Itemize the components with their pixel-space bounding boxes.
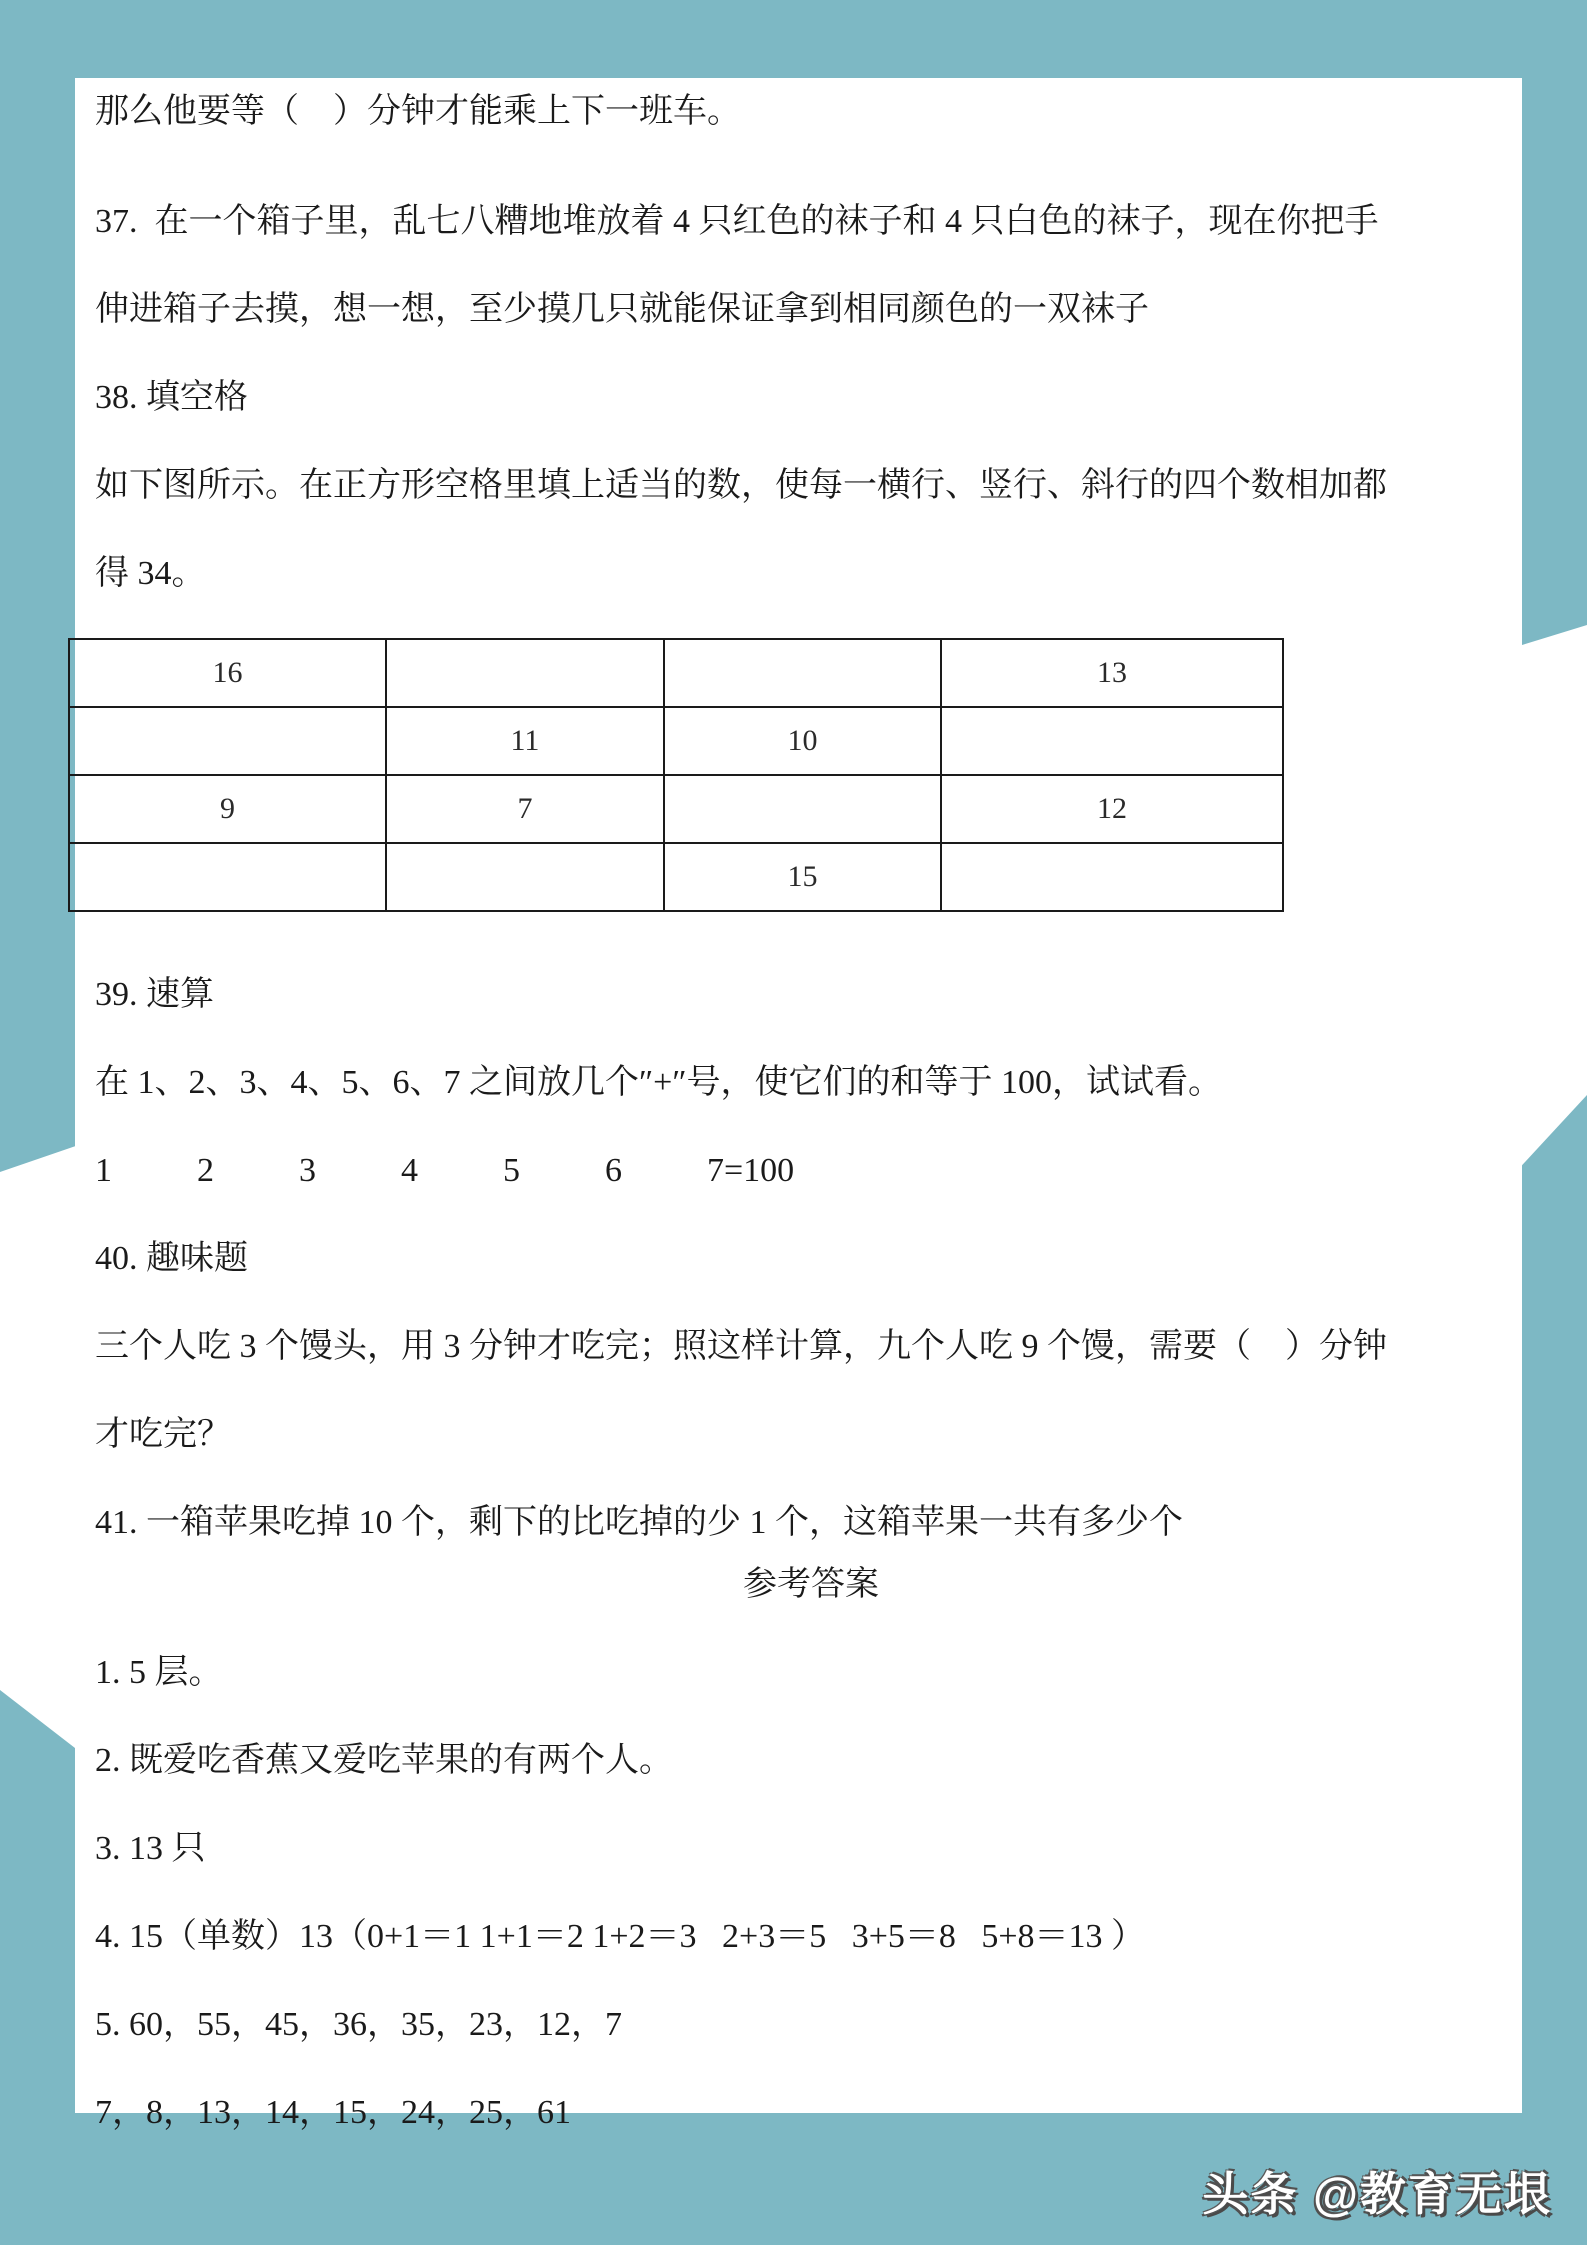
- magic-square-cell: 10: [665, 708, 942, 776]
- magic-square-cell: 13: [942, 640, 1284, 708]
- answer-4: 4. 15（单数）13（0+1＝1 1+1＝2 1+2＝3 2+3＝5 3+5＝8 5+8＝13 ）: [95, 1918, 1146, 1955]
- magic-square-cell: [387, 640, 665, 708]
- magic-square-cell: [665, 776, 942, 844]
- teal-left-lower-band: [0, 1690, 75, 2113]
- answer-1: 1. 5 层。: [95, 1654, 223, 1691]
- answer-5-line1: 5. 60，55，45，36，35，23，12，7: [95, 2006, 622, 2043]
- magic-square-cell: 11: [387, 708, 665, 776]
- question-39-title: 39. 速算: [95, 976, 214, 1013]
- teal-left-top-band: [0, 0, 75, 1172]
- question-37-line1: 37. 在一个箱子里，乱七八糟地堆放着 4 只红色的袜子和 4 只白色的袜子，现在你把手: [95, 203, 1379, 240]
- question-40-title: 40. 趣味题: [95, 1240, 248, 1277]
- magic-square-cell: [665, 640, 942, 708]
- answers-title: 参考答案: [743, 1566, 879, 1603]
- answer-3: 3. 13 只: [95, 1830, 206, 1867]
- teal-top-bar: [0, 0, 1587, 78]
- teal-right-top-band: [1522, 0, 1587, 645]
- magic-square-cell: 9: [70, 776, 387, 844]
- question-39-equation-line: 1 2 3 4 5 6 7=100: [95, 1152, 795, 1189]
- magic-square-cell: [70, 708, 387, 776]
- question-38-title: 38. 填空格: [95, 379, 248, 416]
- magic-square-cell: 7: [387, 776, 665, 844]
- magic-square-cell: [942, 844, 1284, 912]
- magic-square-cell: 12: [942, 776, 1284, 844]
- magic-square-cell: 16: [70, 640, 387, 708]
- worksheet-content: [95, 68, 1527, 2157]
- question-36-tail: 那么他要等（ ）分钟才能乘上下一班车。: [95, 93, 741, 130]
- magic-square-cell: 15: [665, 844, 942, 912]
- question-38-line2: 得 34。: [95, 555, 206, 592]
- teal-right-lower-band: [1522, 1095, 1587, 2113]
- question-38-line1: 如下图所示。在正方形空格里填上适当的数，使每一横行、竖行、斜行的四个数相加都: [95, 467, 1387, 504]
- magic-square-cell: [942, 708, 1284, 776]
- watermark-credit: 头条 @教育无垠: [1202, 2168, 1552, 2220]
- question-40-line2: 才吃完？: [95, 1416, 231, 1453]
- magic-square-cell: [70, 844, 387, 912]
- magic-square-cell: [387, 844, 665, 912]
- question-41: 41. 一箱苹果吃掉 10 个，剩下的比吃掉的少 1 个，这箱苹果一共有多少个: [95, 1504, 1183, 1541]
- answer-2: 2. 既爱吃香蕉又爱吃苹果的有两个人。: [95, 1742, 673, 1779]
- question-39-line1: 在 1、2、3、4、5、6、7 之间放几个″+″号，使它们的和等于 100，试试看。: [95, 1064, 1222, 1101]
- question-37-line2: 伸进箱子去摸，想一想，至少摸几只就能保证拿到相同颜色的一双袜子: [95, 291, 1149, 328]
- answer-5-line2: 7，8，13，14，15，24，25，61: [95, 2094, 571, 2131]
- magic-square-table: [68, 638, 1284, 912]
- question-40-line1: 三个人吃 3 个馒头，用 3 分钟才吃完；照这样计算，九个人吃 9 个馒，需要（ ）分钟: [95, 1328, 1387, 1365]
